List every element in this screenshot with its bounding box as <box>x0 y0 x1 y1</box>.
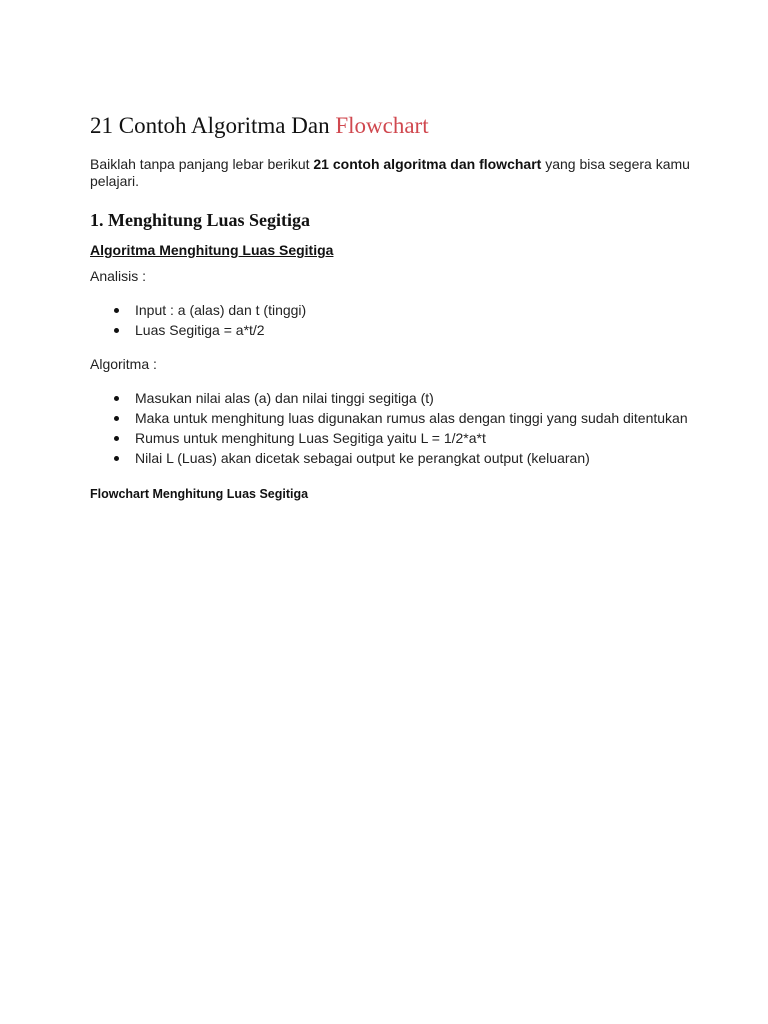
list-item <box>135 430 690 447</box>
list-item-text: Masukan nilai alas (a) dan nilai tinggi segitiga (t) <box>135 390 434 406</box>
bullet-icon <box>114 308 119 313</box>
algoritma-list <box>90 390 690 467</box>
list-item-text: Rumus untuk menghitung Luas Segitiga yaitu L = 1/2*a*t <box>135 430 486 446</box>
list-item-text: Luas Segitiga = a*t/2 <box>135 322 265 338</box>
list-item-text: Maka untuk menghitung luas digunakan rumus alas dengan tinggi yang sudah ditentukan <box>135 410 688 426</box>
page-title <box>90 110 690 142</box>
bullet-icon <box>114 436 119 441</box>
title-accent-link[interactable]: Flowchart <box>335 113 429 138</box>
list-item-text: Nilai L (Luas) akan dicetak sebagai output ke perangkat output (keluaran) <box>135 450 590 466</box>
list-item <box>135 450 690 467</box>
section-heading: 1. Menghitung Luas Segitiga <box>90 210 311 230</box>
list-item <box>135 410 690 427</box>
bullet-icon <box>114 396 119 401</box>
flowchart-heading: Flowchart Menghitung Luas Segitiga <box>90 487 309 501</box>
title-prefix: 21 Contoh Algoritma Dan <box>90 113 336 138</box>
algorithm-subheading: Algoritma Menghitung Luas Segitiga <box>90 242 334 258</box>
list-item <box>135 302 690 319</box>
intro-text-after: yang bisa segera kamu pelajari. <box>90 156 690 189</box>
list-item-text: Input : a (alas) dan t (tinggi) <box>135 302 307 318</box>
algoritma-label: Algoritma : <box>90 356 157 372</box>
intro-paragraph <box>90 156 690 190</box>
bullet-icon <box>114 328 119 333</box>
intro-text-before: Baiklah tanpa panjang lebar berikut <box>90 156 314 172</box>
analisis-label: Analisis : <box>90 268 147 284</box>
list-item <box>135 322 690 339</box>
intro-text-bold: 21 contoh algoritma dan flowchart <box>313 156 542 172</box>
document-page <box>90 110 690 502</box>
analisis-list <box>90 302 690 339</box>
list-item <box>135 390 690 407</box>
bullet-icon <box>114 456 119 461</box>
bullet-icon <box>114 416 119 421</box>
